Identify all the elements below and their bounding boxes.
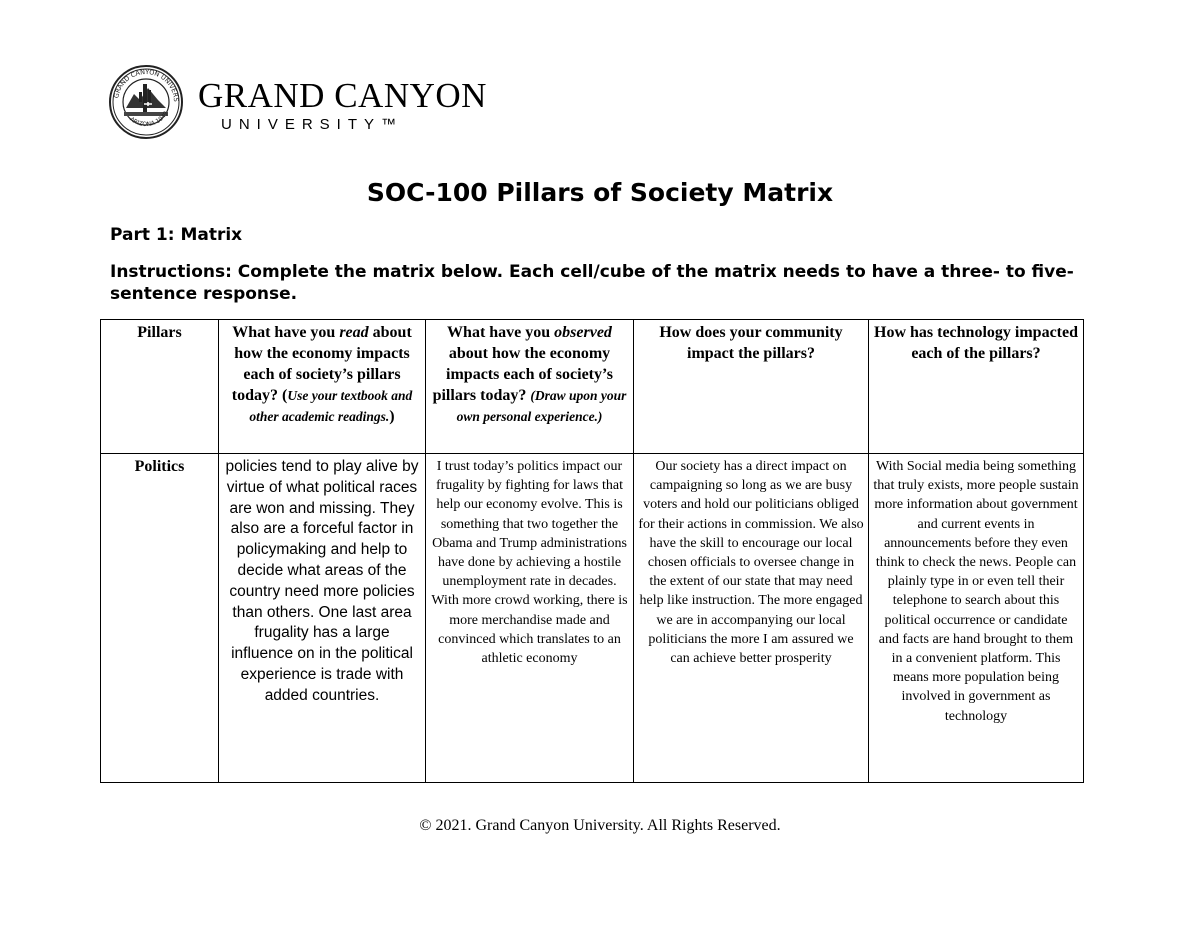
pillars-matrix xyxy=(100,319,1084,783)
header-read-emphasis: read xyxy=(339,324,369,341)
header-observed-emphasis: observed xyxy=(554,324,612,341)
header-read-text: What have you xyxy=(232,324,340,341)
table-row xyxy=(101,454,1084,783)
cell-politics-technology xyxy=(869,454,1084,783)
gcu-seal-icon xyxy=(108,64,184,140)
header-read-text-2: about how the economy impacts each of society’s pillars today? ( xyxy=(231,324,412,404)
cell-politics-community: Our society has a direct impact on campaigning so long as we are busy voters and hold our politicians obliged for their actions in commission. We also have the skill to encourage our local chosen officials to oversee change in the extent of our state that may need help like instruction. The more engaged we are in accompanying our local politicians the more I am assured we can achieve better prosperity xyxy=(634,454,869,783)
copyright-footer: © 2021. Grand Canyon University. All Rights Reserved. xyxy=(419,817,781,834)
part-heading: Part 1: Matrix xyxy=(110,225,243,245)
logo-wordmark: GRAND CANYON xyxy=(198,76,487,115)
seal-bottom-text: ARIZONA 1949 xyxy=(128,110,170,129)
row-label-politics: Politics xyxy=(101,454,219,783)
logo-subtitle: UNIVERSITY™ xyxy=(221,116,404,133)
header-read xyxy=(219,320,426,454)
university-logo xyxy=(108,64,488,140)
cell-politics-observed: I trust today’s politics impact our frugality by fighting for laws that help our economy evolve. This is something that two together the Obama and Trump administrations have done by achieving a hostile unemployment rate in decades. With more crowd working, there is more merchandise made and convinced which translates to an athletic economy xyxy=(426,454,634,783)
seal-top-text: GRAND CANYON UNIVERS xyxy=(112,67,181,102)
header-observed-note: (Draw upon your own personal experience.) xyxy=(456,388,627,424)
header-observed-text: What have you xyxy=(447,324,555,341)
instructions: Instructions: Complete the matrix below. Each cell/cube of the matrix needs to have a three- to five-sentence response. xyxy=(110,262,1074,304)
header-observed-text-2: about how the economy impacts each of society’s pillars today? xyxy=(432,345,613,404)
header-technology: How has technology impacted each of the pillars? xyxy=(869,320,1084,454)
cell-politics-technology-text: With Social media being something that truly exists, more people sustain more information about government and current events in announcements before they even think to check the news. People can plainly type in or even tell their telephone to search about this political occurrence or candidate and facts are hand brought to them in a convenient platform. This means more population being involved in government as technology xyxy=(873,459,1079,724)
document-title: SOC-100 Pillars of Society Matrix xyxy=(366,178,834,207)
header-pillars: Pillars xyxy=(101,320,219,454)
header-community: How does your community impact the pillars? xyxy=(634,320,869,454)
header-row xyxy=(101,320,1084,454)
header-observed xyxy=(426,320,634,454)
header-read-note: Use your textbook and other academic readings. xyxy=(249,388,413,424)
cell-politics-read: policies tend to play alive by virtue of what political races are won and missing. They also are a forceful factor in policymaking and help to decide what areas of the country need more policies than others. One last area frugality has a large influence on in the political experience is trade with added countries. xyxy=(219,454,426,783)
header-read-close: ) xyxy=(389,408,395,425)
